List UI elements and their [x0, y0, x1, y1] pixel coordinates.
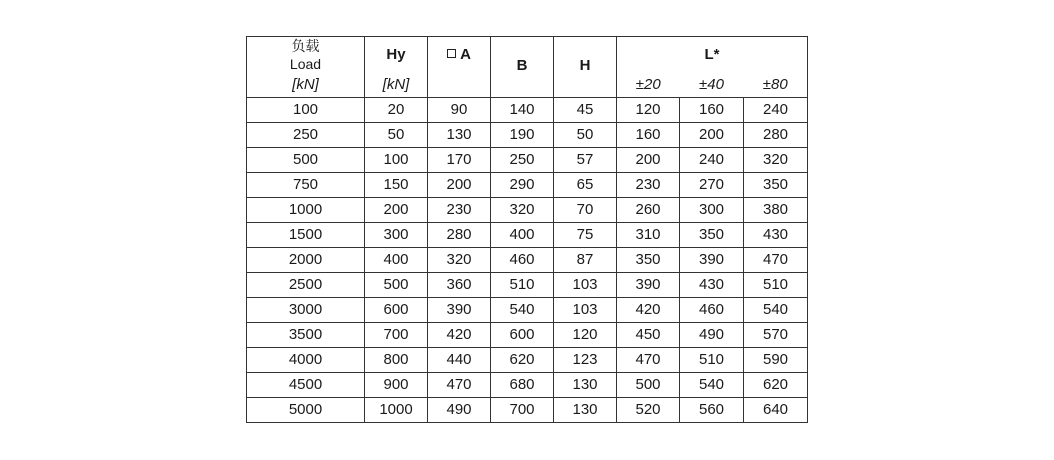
cell-h: 120: [554, 323, 617, 348]
cell-a: 170: [428, 148, 491, 173]
cell-l-40: 430: [680, 273, 744, 298]
cell-l-20: 120: [617, 98, 680, 123]
cell-h: 87: [554, 248, 617, 273]
table-row: [247, 398, 808, 423]
cell-b: 510: [491, 273, 554, 298]
cell-h: 123: [554, 348, 617, 373]
cell-l-80: 540: [744, 298, 808, 323]
cell-h: 130: [554, 398, 617, 423]
cell-l-40: 270: [680, 173, 744, 198]
table-row: [247, 148, 808, 173]
cell-a: 200: [428, 173, 491, 198]
cell-b: 540: [491, 298, 554, 323]
cell-l-20: 390: [617, 273, 680, 298]
cell-l-20: 350: [617, 248, 680, 273]
cell-a: 230: [428, 198, 491, 223]
header-hy-unit: [kN]: [365, 73, 428, 98]
cell-hy: 500: [365, 273, 428, 298]
cell-load: 3000: [247, 298, 365, 323]
table-row: [247, 323, 808, 348]
cell-l-40: 390: [680, 248, 744, 273]
cell-l-20: 470: [617, 348, 680, 373]
cell-a: 490: [428, 398, 491, 423]
cell-b: 140: [491, 98, 554, 123]
cell-l-20: 450: [617, 323, 680, 348]
cell-a: 130: [428, 123, 491, 148]
cell-l-80: 620: [744, 373, 808, 398]
cell-a: 90: [428, 98, 491, 123]
cell-b: 620: [491, 348, 554, 373]
table-row: [247, 123, 808, 148]
cell-load: 1000: [247, 198, 365, 223]
cell-h: 130: [554, 373, 617, 398]
cell-l-40: 490: [680, 323, 744, 348]
cell-hy: 800: [365, 348, 428, 373]
table-row: [247, 248, 808, 273]
cell-a: 390: [428, 298, 491, 323]
cell-load: 250: [247, 123, 365, 148]
cell-load: 2500: [247, 273, 365, 298]
cell-a: 440: [428, 348, 491, 373]
table-row: [247, 223, 808, 248]
cell-l-80: 380: [744, 198, 808, 223]
cell-load: 5000: [247, 398, 365, 423]
cell-a: 420: [428, 323, 491, 348]
cell-l-80: 280: [744, 123, 808, 148]
cell-l-80: 350: [744, 173, 808, 198]
cell-hy: 100: [365, 148, 428, 173]
cell-a: 280: [428, 223, 491, 248]
table-row: [247, 348, 808, 373]
cell-hy: 400: [365, 248, 428, 273]
cell-l-40: 560: [680, 398, 744, 423]
cell-l-40: 240: [680, 148, 744, 173]
cell-load: 3500: [247, 323, 365, 348]
cell-h: 103: [554, 273, 617, 298]
cell-b: 400: [491, 223, 554, 248]
cell-l-40: 160: [680, 98, 744, 123]
cell-a: 320: [428, 248, 491, 273]
cell-l-20: 230: [617, 173, 680, 198]
spec-table: [246, 36, 808, 423]
cell-h: 65: [554, 173, 617, 198]
cell-hy: 700: [365, 323, 428, 348]
cell-hy: 600: [365, 298, 428, 323]
header-a: [428, 37, 491, 74]
table-row: [247, 98, 808, 123]
cell-l-20: 520: [617, 398, 680, 423]
header-l-sub-40: ±40: [680, 73, 744, 98]
cell-hy: 20: [365, 98, 428, 123]
cell-l-80: 590: [744, 348, 808, 373]
header-load-cn: 负载: [291, 38, 320, 54]
cell-b: 190: [491, 123, 554, 148]
cell-hy: 300: [365, 223, 428, 248]
cell-l-20: 160: [617, 123, 680, 148]
cell-l-40: 300: [680, 198, 744, 223]
header-load: [247, 37, 365, 74]
cell-l-40: 350: [680, 223, 744, 248]
cell-l-80: 240: [744, 98, 808, 123]
header-a-unit: [428, 73, 491, 98]
cell-l-80: 510: [744, 273, 808, 298]
cell-load: 1500: [247, 223, 365, 248]
cell-b: 680: [491, 373, 554, 398]
table-row: [247, 373, 808, 398]
cell-h: 70: [554, 198, 617, 223]
cell-h: 50: [554, 123, 617, 148]
cell-l-20: 420: [617, 298, 680, 323]
cell-a: 470: [428, 373, 491, 398]
header-b: B: [491, 37, 554, 98]
cell-l-40: 510: [680, 348, 744, 373]
cell-h: 45: [554, 98, 617, 123]
cell-b: 290: [491, 173, 554, 198]
cell-l-20: 200: [617, 148, 680, 173]
cell-b: 250: [491, 148, 554, 173]
cell-b: 320: [491, 198, 554, 223]
cell-b: 460: [491, 248, 554, 273]
cell-l-80: 640: [744, 398, 808, 423]
header-row: [247, 37, 808, 74]
cell-l-80: 470: [744, 248, 808, 273]
cell-l-20: 260: [617, 198, 680, 223]
cell-hy: 900: [365, 373, 428, 398]
square-icon: [447, 49, 456, 58]
cell-b: 700: [491, 398, 554, 423]
cell-hy: 150: [365, 173, 428, 198]
cell-l-40: 200: [680, 123, 744, 148]
cell-l-40: 540: [680, 373, 744, 398]
cell-load: 500: [247, 148, 365, 173]
cell-l-80: 570: [744, 323, 808, 348]
cell-b: 600: [491, 323, 554, 348]
cell-hy: 1000: [365, 398, 428, 423]
cell-l-20: 500: [617, 373, 680, 398]
cell-load: 4000: [247, 348, 365, 373]
cell-load: 4500: [247, 373, 365, 398]
cell-load: 2000: [247, 248, 365, 273]
cell-l-40: 460: [680, 298, 744, 323]
table-row: [247, 173, 808, 198]
cell-load: 750: [247, 173, 365, 198]
header-a-label: A: [460, 46, 471, 63]
cell-hy: 200: [365, 198, 428, 223]
cell-l-20: 310: [617, 223, 680, 248]
table-row: [247, 273, 808, 298]
cell-load: 100: [247, 98, 365, 123]
header-hy: Hy: [365, 37, 428, 74]
header-l-sub-20: ±20: [617, 73, 680, 98]
table-row: [247, 198, 808, 223]
cell-h: 103: [554, 298, 617, 323]
cell-l-80: 320: [744, 148, 808, 173]
table-row: [247, 298, 808, 323]
cell-h: 75: [554, 223, 617, 248]
cell-a: 360: [428, 273, 491, 298]
header-l-sub-80: ±80: [744, 73, 808, 98]
header-l: L*: [617, 37, 808, 74]
cell-l-80: 430: [744, 223, 808, 248]
header-load-en: Load: [289, 56, 322, 72]
cell-h: 57: [554, 148, 617, 173]
header-load-unit: [kN]: [247, 73, 365, 98]
cell-hy: 50: [365, 123, 428, 148]
header-h: H: [554, 37, 617, 98]
